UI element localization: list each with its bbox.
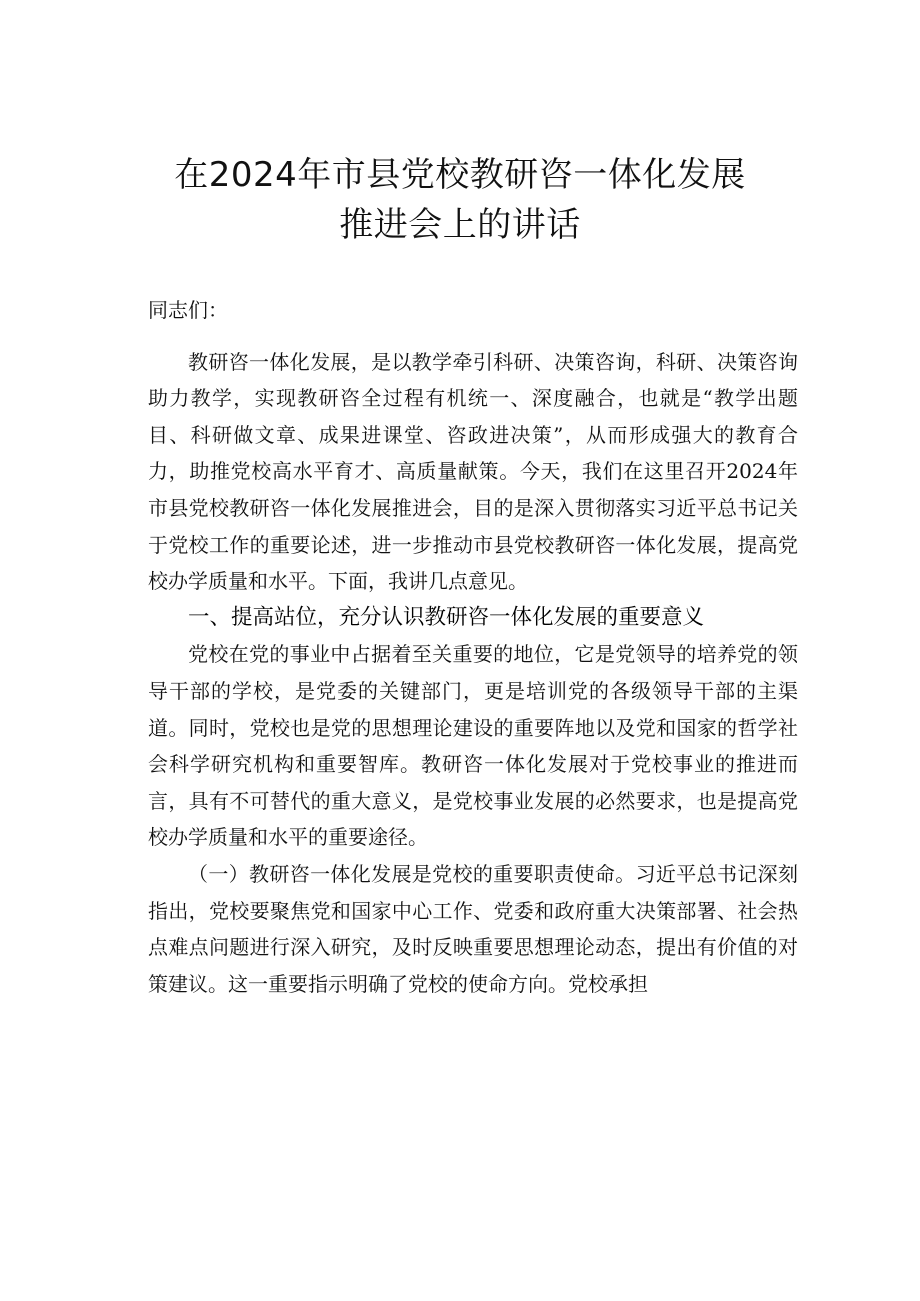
section-heading-1: 一、提高站位，充分认识教研咨一体化发展的重要意义 [188, 604, 705, 630]
intro-paragraph: 教研咨一体化发展，是以教学牵引科研、决策咨询，科研、决策咨询助力教学，实现教研咨全过程有机统一、深度融合，也就是“教学出题目、科研做文章、成果进课堂、咨政进决策”，从而形成强大的教育合力，助推党校高水平育才、高质量献策。今天，我们在这里召开2024年市县党校教研咨一体化发展推进会，目的是深入贯彻落实习近平总书记关于党校工作的重要论述，进一步推动市县党校教研咨一体化发展，提高党校办学质量和水平。下面，我讲几点意见。 [148, 349, 798, 594]
salutation: 同志们： [148, 298, 228, 322]
title-line-2: 推进会上的讲话 [339, 205, 581, 245]
section1-paragraph-2: （一）教研咨一体化发展是党校的重要职责使命。习近平总书记深刻指出，党校要聚焦党和国家中心工作、党委和政府重大决策部署、社会热点难点问题进行深入研究，及时反映重要思想理论动态，提出有价值的对策建议。这一重要指示明确了党校的使命方向。党校承担 [148, 861, 798, 996]
document-title [0, 150, 920, 250]
title-line-1: 在2024年市县党校教研咨一体化发展 [174, 155, 746, 195]
section1-paragraph-1: 党校在党的事业中占据着至关重要的地位，它是党领导的培养党的领导干部的学校，是党委的关键部门，更是培训党的各级领导干部的主渠道。同时，党校也是党的思想理论建设的重要阵地以及党和国家的哲学社会科学研究机构和重要智库。教研咨一体化发展对于党校事业的推进而言，具有不可替代的重大意义，是党校事业发展的必然要求，也是提高党校办学质量和水平的重要途径。 [148, 642, 798, 850]
document-body [148, 292, 798, 1002]
